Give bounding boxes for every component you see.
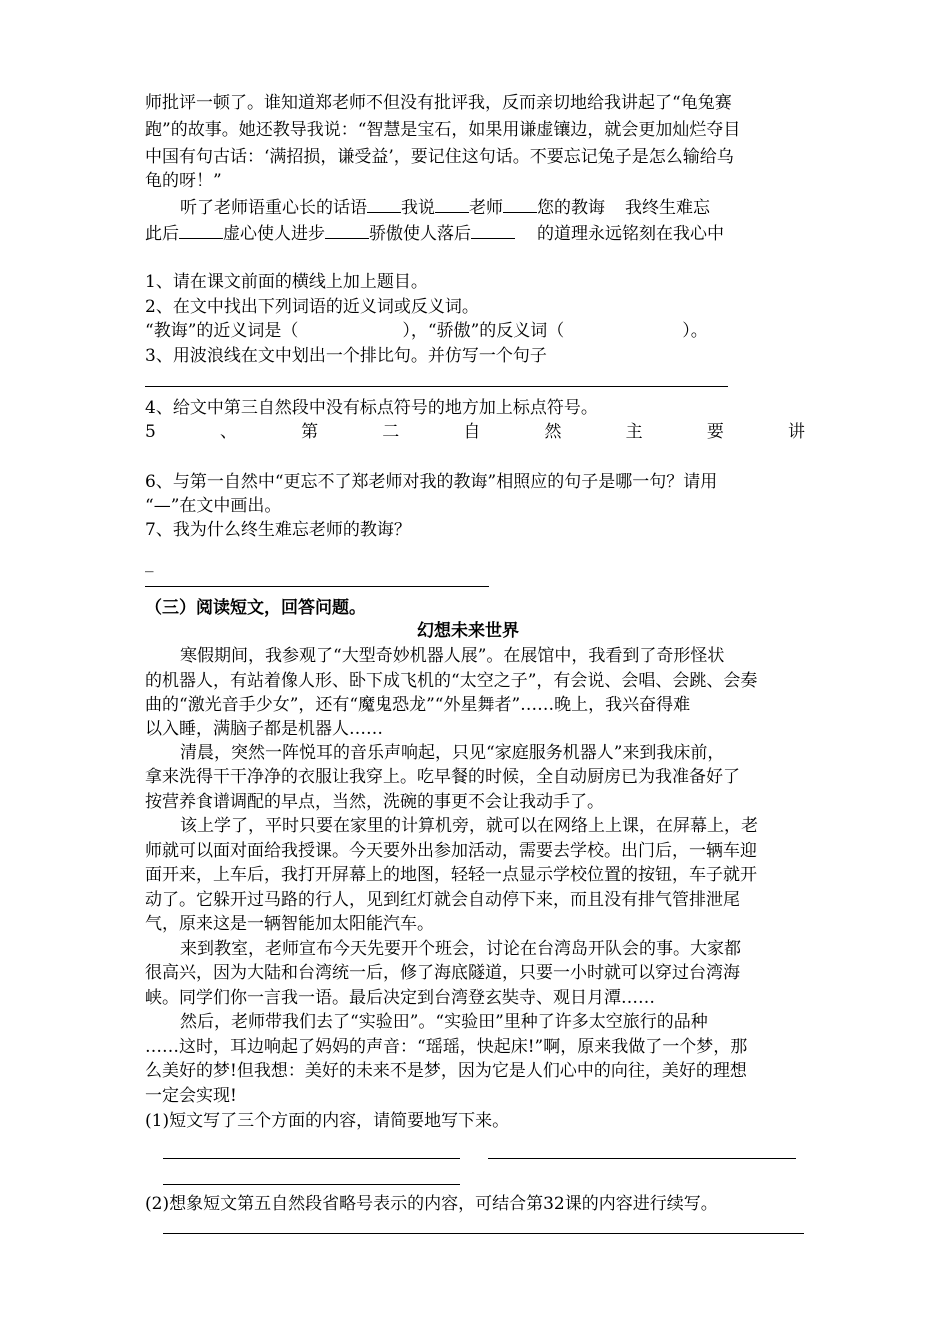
blank[interactable] — [503, 196, 537, 213]
question-4: 4、给文中第三自然段中没有标点符号的地方加上标点符号。 — [145, 398, 598, 418]
passage-line: 龟的呀！” — [145, 171, 222, 191]
passage-line: 师就可以面对面给我授课。今天要外出参加活动，需要去学校。出门后，一辆车迎 — [145, 841, 757, 861]
passage-line: 中国有句古话：‘满招损，谦受益’，要记住这句话。不要忘记兔子是怎么输给乌 — [145, 147, 734, 167]
question-2-fill: “教诲”的近义词是（ ），“骄傲”的反义词（ ）。 — [145, 321, 708, 341]
question-6: 6、与第一自然中“更忘不了郑老师对我的教诲”相照应的句子是哪一句？请用 — [145, 472, 718, 492]
fill-blank-line: 听了老师语重心长的话语 我说 老师 您的教诲 我终生难忘 — [180, 198, 710, 218]
passage-title: 幻想未来世界 — [417, 621, 519, 641]
answer-line[interactable] — [145, 386, 728, 387]
fill-blank-line: 此后 虚心使人进步 骄傲使人落后 的道理永远铭刻在我心中 — [145, 224, 724, 244]
reading-question-1: (1)短文写了三个方面的内容，请简要地写下来。 — [145, 1111, 510, 1131]
passage-line: 曲的“激光音手少女”，还有“魔鬼恐龙”“外星舞者”……晚上，我兴奋得难 — [145, 695, 691, 715]
reading-question-2: (2)想象短文第五自然段省略号表示的内容，可结合第32课的内容进行续写。 — [145, 1194, 718, 1214]
question-7: 7、我为什么终生难忘老师的教诲？ — [145, 520, 411, 540]
passage-line: 气，原来这是一辆智能加太阳能汽车。 — [145, 914, 434, 934]
passage-line: 的机器人，有站着像人形、卧下成飞机的“太空之子”，有会说、会唱、会跳、会奏 — [145, 671, 758, 691]
blank[interactable] — [471, 222, 515, 239]
passage-line: 然后，老师带我们去了“实验田”。“实验田”里种了许多太空旅行的品种 — [180, 1012, 708, 1032]
answer-line[interactable] — [488, 1158, 796, 1159]
passage-line: 该上学了，平时只要在家里的计算机旁，就可以在网络上上课，在屏幕上，老 — [180, 816, 758, 836]
passage-line: 么美好的梦!但我想：美好的未来不是梦，因为它是人们心中的向往，美好的理想 — [145, 1061, 747, 1081]
passage-line: 面开来，上车后，我打开屏幕上的地图，轻轻一点显示学校位置的按钮，车子就开 — [145, 865, 757, 885]
dash-mark: _ — [145, 553, 154, 573]
blank[interactable] — [367, 196, 401, 213]
blank[interactable] — [325, 222, 369, 239]
passage-line: 很高兴，因为大陆和台湾统一后，修了海底隧道，只要一小时就可以穿过台湾海 — [145, 963, 740, 983]
passage-line: 动了。它躲开过马路的行人，见到红灯就会自动停下来，而且没有排气管排泄尾 — [145, 890, 740, 910]
passage-line: 一定会实现! — [145, 1086, 237, 1106]
passage-line: 寒假期间，我参观了“大型奇妙机器人展”。在展馆中，我看到了奇形怪状 — [180, 646, 725, 666]
question-3: 3、用波浪线在文中划出一个排比句。并仿写一个句子 — [145, 346, 547, 366]
question-2: 2、在文中找出下列词语的近义词或反义词。 — [145, 297, 479, 317]
passage-line: 拿来洗得干干净净的衣服让我穿上。吃早餐的时候，全自动厨房已为我准备好了 — [145, 767, 740, 787]
passage-line: 按营养食谱调配的早点，当然，洗碗的事更不会让我动手了。 — [145, 792, 604, 812]
blank[interactable] — [179, 222, 223, 239]
answer-line[interactable] — [163, 1233, 804, 1234]
blank[interactable] — [435, 196, 469, 213]
question-1: 1、请在课文前面的横线上加上题目。 — [145, 272, 428, 292]
answer-line[interactable] — [163, 1158, 460, 1159]
passage-line: ……这时，耳边响起了妈妈的声音：“瑶瑶，快起床!”啊，原来我做了一个梦，那 — [145, 1037, 748, 1057]
answer-line[interactable] — [163, 1184, 460, 1185]
section-heading: （三）阅读短文，回答问题。 — [145, 598, 366, 618]
passage-line: 峡。同学们你一言我一语。最后决定到台湾登玄奘寺、观日月潭…… — [145, 988, 655, 1008]
passage-line: 跑”的故事。她还教导我说：“智慧是宝石，如果用谦虚镶边，就会更加灿烂夺目 — [145, 120, 741, 140]
passage-line: 来到教室，老师宣布今天先要开个班会，讨论在台湾岛开队会的事。大家都 — [180, 939, 741, 959]
question-6-cont: “—”在文中画出。 — [145, 496, 282, 516]
passage-line: 师批评一顿了。谁知道郑老师不但没有批评我，反而亲切地给我讲起了“龟兔赛 — [145, 93, 732, 113]
question-5: 5 、 第 二 自 然 主 要 讲 — [145, 422, 805, 442]
passage-line: 以入睡，满脑子都是机器人…… — [145, 719, 383, 739]
answer-line[interactable] — [145, 586, 489, 587]
passage-line: 清晨，突然一阵悦耳的音乐声响起，只见“家庭服务机器人”来到我床前， — [180, 743, 725, 763]
